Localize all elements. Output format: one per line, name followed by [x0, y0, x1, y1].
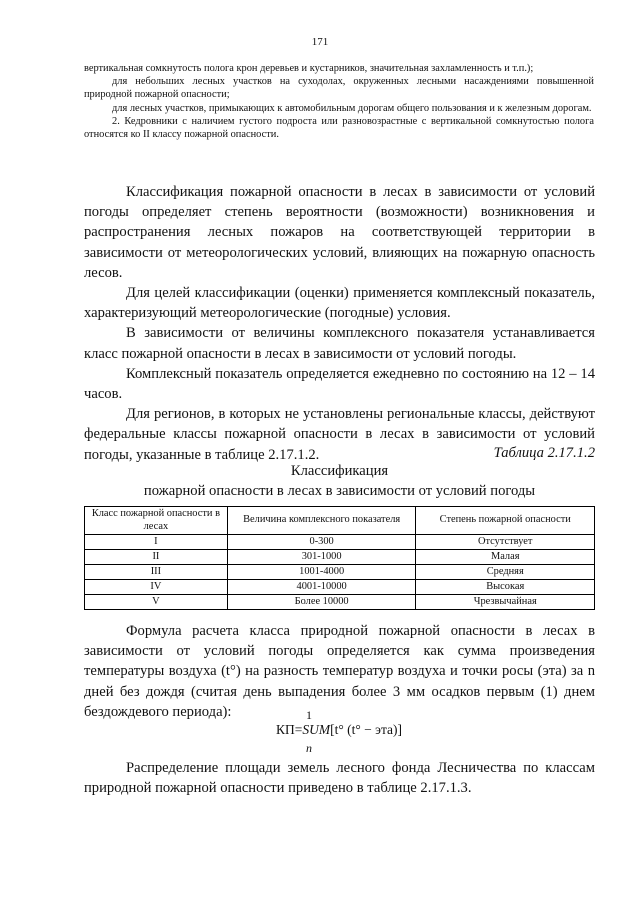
column-header: Класс пожарной опасности в лесах: [85, 507, 228, 535]
table-title-line: пожарной опасности в лесах в зависимости от условий погоды: [143, 483, 536, 499]
table-cell: Малая: [416, 550, 595, 565]
table-cell: III: [85, 565, 228, 580]
table-title-line: Классификация: [290, 463, 389, 479]
table-cell: I: [85, 535, 228, 550]
table-caption: Таблица 2.17.1.2: [493, 445, 595, 461]
table-cell: IV: [85, 580, 228, 595]
page-number: 171: [311, 36, 329, 48]
column-header: Степень пожарной опасности: [416, 507, 595, 535]
table-cell: 1001-4000: [227, 565, 416, 580]
table-cell: II: [85, 550, 228, 565]
table-row: [85, 595, 595, 610]
note-line: для небольших лесных участков на суходолах, окруженных лесными насаждениями повышенной природной пожарной опасности;: [84, 76, 594, 101]
table-row: [85, 565, 595, 580]
formula-numerator: 1: [306, 708, 312, 722]
table-cell: 0-300: [227, 535, 416, 550]
note-line: для лесных участков, примыкающих к автомобильным дорогам общего пользования и к железным дорогам.: [112, 102, 592, 114]
formula: [0, 708, 640, 760]
main-text: [84, 182, 595, 465]
note-line: вертикальная сомкнутость полога крон деревьев и кустарников, значительная захламленность и т.п.);: [84, 63, 534, 74]
table-title: [84, 461, 595, 501]
paragraph: В зависимости от величины комплексного показателя устанавливается класс пожарной опасности в лесах в зависимости от условий погоды.: [84, 325, 595, 362]
table-cell: Высокая: [416, 580, 595, 595]
table-header-row: [85, 507, 595, 535]
formula-body: [t° (t° − эта)]: [330, 722, 402, 737]
table-row: [85, 580, 595, 595]
table-cell: V: [85, 595, 228, 610]
table-cell: Более 10000: [227, 595, 416, 610]
table-cell: Отсутствует: [416, 535, 595, 550]
table-row: [85, 535, 595, 550]
table-cell: Чрезвычайная: [416, 595, 595, 610]
paragraph: Для целей классификации (оценки) применяется комплексный показатель, характеризующий метеорологические (погодные) условия.: [84, 285, 595, 322]
formula-denominator: n: [306, 741, 312, 755]
footnotes: [84, 62, 594, 141]
paragraph: Классификация пожарной опасности в лесах в зависимости от условий погоды определяет степень вероятности (возможности) возникновения и распространения лесных пожаров на соответствующей территории в зависимости от метеорологических условий, влияющих на пожарную опасность лесов.: [84, 184, 595, 281]
paragraph: Формула расчета класса природной пожарной опасности в лесах в зависимости от условий погоды определяется как сумма произведения температуры воздуха (t°) на разность температур воздуха и точки росы (эта) за n дней без дождя (считая день выпадения более 3 мм осадков первым (1) днем бездождевого периода):: [84, 623, 595, 720]
table-cell: 4001-10000: [227, 580, 416, 595]
classification-table: [84, 506, 595, 610]
paragraph: Для регионов, в которых не установлены региональные классы, действуют федеральные классы пожарной опасности в лесах в зависимости от условий погоды, указанные в таблице 2.17.1.2.: [84, 406, 595, 463]
formula-text: [84, 621, 595, 722]
table-cell: Средняя: [416, 565, 595, 580]
formula-main: [276, 722, 402, 738]
final-text: [84, 758, 595, 798]
paragraph: Комплексный показатель определяется ежедневно по состоянию на 12 – 14 часов.: [84, 365, 595, 403]
table-cell: 301-1000: [227, 550, 416, 565]
formula-sum: SUM: [302, 722, 331, 737]
note-line: 2. Кедровники с наличием густого подроста или разновозрастные с вертикальной сомкнутостью полога относятся ко II классу пожарной опасности.: [84, 115, 594, 141]
table-row: [85, 550, 595, 565]
column-header: Величина комплексного показателя: [227, 507, 416, 535]
paragraph: Распределение площади земель лесного фонда Лесничества по классам природной пожарной опасности приведено в таблице 2.17.1.3.: [84, 760, 595, 797]
formula-lhs: КП=: [276, 722, 303, 737]
